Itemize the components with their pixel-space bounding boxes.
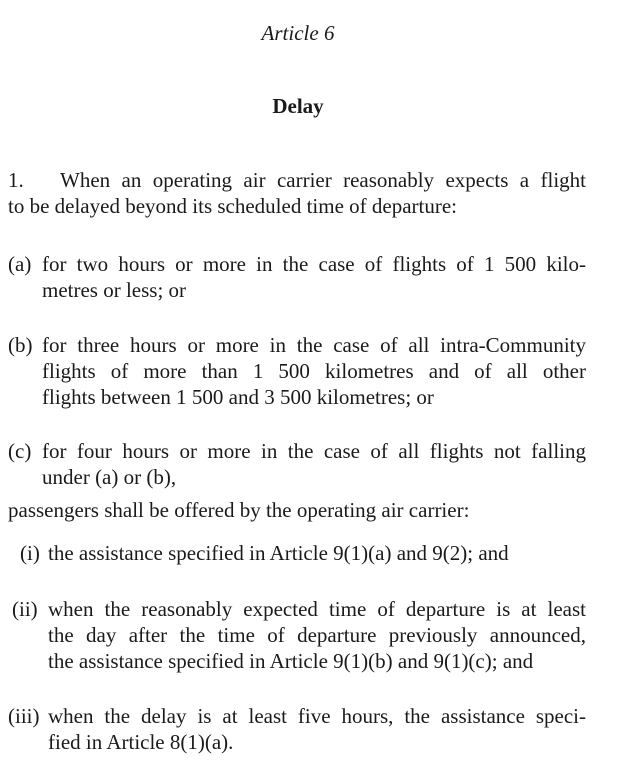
- paragraph-1-line-2: to be delayed beyond its scheduled time of departure:: [8, 194, 458, 218]
- sub-item-text: [48, 540, 586, 566]
- passengers-clause: passengers shall be offered by the operating air carrier:: [8, 498, 470, 522]
- list-item-line: under (a) or (b),: [42, 465, 177, 489]
- sub-item-label: (ii): [12, 597, 38, 621]
- list-item-label: (c): [8, 439, 32, 463]
- sub-item-text: [48, 596, 586, 674]
- list-item-line: metres or less; or: [42, 278, 187, 302]
- sub-item-line: when the delay is at least five hours, the assistance speci-: [48, 704, 586, 728]
- article-title: Delay: [272, 94, 324, 118]
- sub-item-label: (i): [20, 541, 40, 565]
- list-item-line: for two hours or more in the case of flights of 1 500 kilo-: [42, 252, 586, 276]
- paragraph-1-line-1: [8, 167, 586, 193]
- list-item-text: [42, 251, 586, 303]
- list-item-line: flights between 1 500 and 3 500 kilometres; or: [42, 385, 434, 409]
- sub-item-line: fied in Article 8(1)(a).: [48, 730, 234, 754]
- article-number: Article 6: [261, 21, 335, 45]
- paragraph-1-text-1: When an operating air carrier reasonably expects a flight: [60, 168, 586, 192]
- sub-item-line: the assistance specified in Article 9(1)(b) and 9(1)(c); and: [48, 649, 534, 673]
- paragraph-1: [8, 167, 586, 219]
- list-item-text: [42, 332, 586, 410]
- list-item-c: [8, 438, 586, 490]
- sub-item-line: the day after the time of departure previously announced,: [48, 623, 586, 647]
- sub-item-text: [48, 703, 586, 755]
- sub-item-line: when the reasonably expected time of departure is at least: [48, 597, 586, 621]
- sub-item-ii: [12, 596, 586, 674]
- list-item-a: [8, 251, 586, 303]
- list-item-label: (b): [8, 333, 33, 357]
- sub-item-line: the assistance specified in Article 9(1)(a) and 9(2); and: [48, 541, 509, 565]
- list-item-label: (a): [8, 252, 32, 276]
- sub-item-iii: [8, 703, 586, 755]
- list-item-line: flights of more than 1 500 kilometres and of all other: [42, 359, 586, 383]
- paragraph-number: 1.: [8, 168, 24, 192]
- list-item-line: for three hours or more in the case of all intra-Community: [42, 333, 586, 357]
- sub-item-i: [20, 540, 586, 566]
- list-item-b: [8, 332, 586, 410]
- list-item-text: [42, 438, 586, 490]
- list-item-line: for four hours or more in the case of all flights not falling: [42, 439, 586, 463]
- sub-item-label: (iii): [8, 704, 40, 728]
